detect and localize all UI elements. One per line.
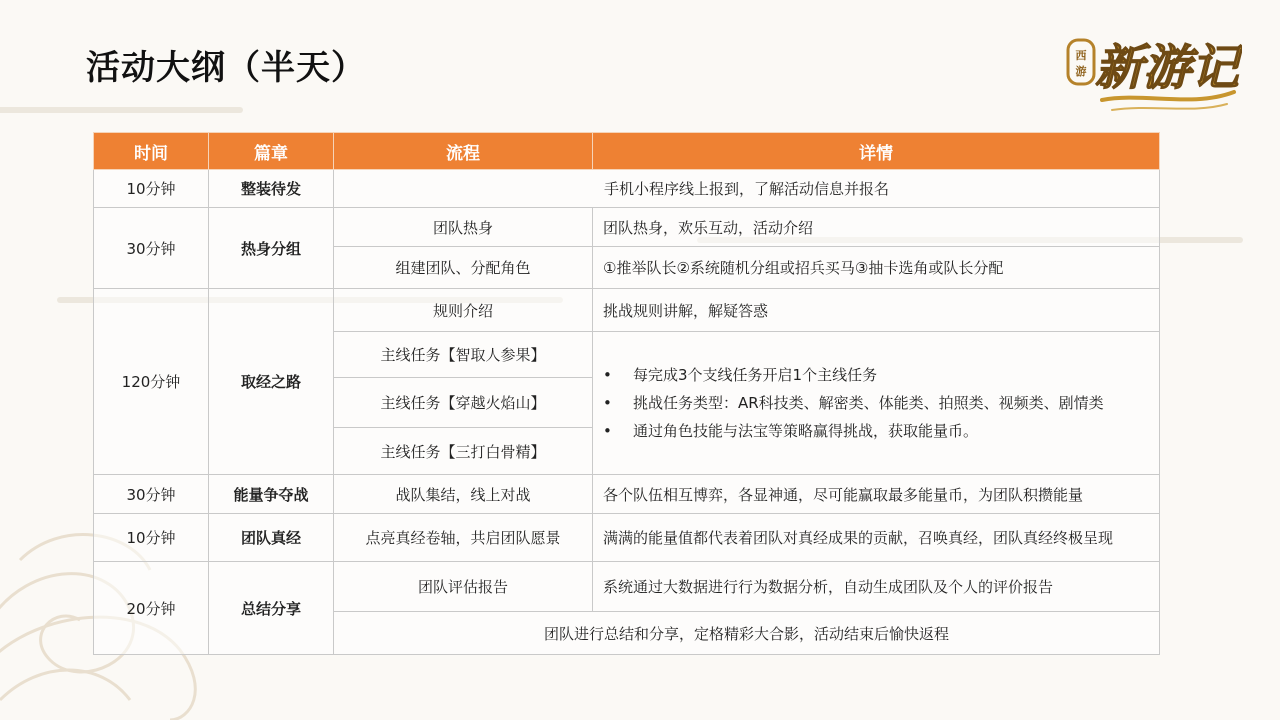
logo-text: 新游记	[1094, 40, 1240, 96]
detail-cell: 各个队伍相互博弈，各显神通，尽可能赢取最多能量币，为团队积攒能量	[593, 475, 1160, 514]
chapter-cell: 整装待发	[209, 170, 334, 208]
list-item	[603, 361, 1151, 389]
flow-cell: 主线任务【三打白骨精】	[334, 428, 593, 475]
brand-logo-icon	[1062, 22, 1242, 114]
logo-badge-line2: 游	[1075, 65, 1087, 78]
table-row	[94, 514, 1160, 562]
bullet-text: 通过角色技能与法宝等策略赢得挑战，获取能量币。	[633, 422, 979, 440]
time-cell: 30分钟	[94, 475, 209, 514]
flow-cell: 规则介绍	[334, 289, 593, 332]
chapter-cell: 取经之路	[209, 289, 334, 475]
list-item	[603, 389, 1151, 417]
bullet-icon: •	[603, 366, 612, 384]
time-cell: 10分钟	[94, 514, 209, 562]
bullet-text: 每完成3个支线任务开启1个主线任务	[633, 366, 878, 384]
header-detail: 详情	[593, 133, 1160, 170]
chapter-cell: 热身分组	[209, 208, 334, 289]
time-cell: 20分钟	[94, 562, 209, 655]
bullet-icon: •	[603, 394, 612, 412]
list-item	[603, 417, 1151, 445]
chapter-cell: 总结分享	[209, 562, 334, 655]
page-title: 活动大纲（半天）	[86, 48, 366, 88]
table-row	[94, 562, 1160, 612]
time-cell: 120分钟	[94, 289, 209, 475]
logo-badge-line1: 西	[1075, 49, 1087, 62]
header-chapter: 篇章	[209, 133, 334, 170]
activity-outline-table	[93, 132, 1160, 655]
table-header-row	[94, 133, 1160, 170]
flow-cell: 战队集结，线上对战	[334, 475, 593, 514]
flow-cell: 点亮真经卷轴，共启团队愿景	[334, 514, 593, 562]
table-row	[94, 170, 1160, 208]
flow-cell: 团队评估报告	[334, 562, 593, 612]
detail-cell: 团队热身，欢乐互动，活动介绍	[593, 208, 1160, 247]
flow-cell: 组建团队、分配角色	[334, 247, 593, 289]
chapter-cell: 团队真经	[209, 514, 334, 562]
flow-cell: 团队热身	[334, 208, 593, 247]
flow-cell: 主线任务【智取人参果】	[334, 332, 593, 378]
detail-cell: 挑战规则讲解，解疑答惑	[593, 289, 1160, 332]
table-row	[94, 208, 1160, 247]
time-cell: 10分钟	[94, 170, 209, 208]
detail-cell: 系统通过大数据进行行为数据分析，自动生成团队及个人的评价报告	[593, 562, 1160, 612]
brand-logo	[1062, 22, 1242, 114]
flow-cell: 主线任务【穿越火焰山】	[334, 378, 593, 428]
header-time: 时间	[94, 133, 209, 170]
detail-cell: ①推举队长②系统随机分组或招兵买马③抽卡选角或队长分配	[593, 247, 1160, 289]
bullet-icon: •	[603, 422, 612, 440]
bullet-list	[603, 361, 1151, 445]
detail-cell: 满满的能量值都代表着团队对真经成果的贡献，召唤真经，团队真经终极呈现	[593, 514, 1160, 562]
table-row	[94, 289, 1160, 332]
detail-bullets-cell	[593, 332, 1160, 475]
chapter-cell: 能量争夺战	[209, 475, 334, 514]
merged-detail-cell: 团队进行总结和分享，定格精彩大合影，活动结束后愉快返程	[334, 612, 1160, 655]
table-row	[94, 475, 1160, 514]
merged-detail-cell: 手机小程序线上报到，了解活动信息并报名	[334, 170, 1160, 208]
bullet-text: 挑战任务类型：AR科技类、解密类、体能类、拍照类、视频类、剧情类	[633, 394, 1104, 412]
time-cell: 30分钟	[94, 208, 209, 289]
header-flow: 流程	[334, 133, 593, 170]
